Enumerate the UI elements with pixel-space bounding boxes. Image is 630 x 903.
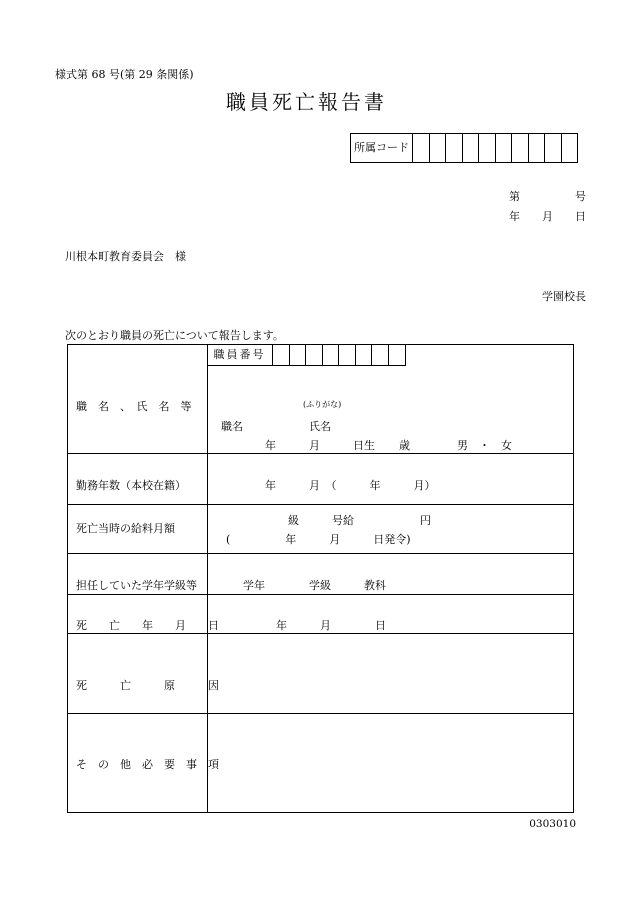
staff-number-cell[interactable]	[323, 344, 340, 365]
name-row-label: 職 名 、 氏 名 等	[76, 400, 192, 413]
cause-row-label: 死 亡 原 因	[76, 679, 219, 692]
addressee: 川根本町教育委員会 様	[65, 250, 186, 263]
position-label: 職名	[221, 420, 243, 433]
staff-number-label: 職員番号	[207, 344, 273, 365]
birth-date-label: 年 月 日生	[265, 439, 375, 452]
code-cell[interactable]	[463, 134, 480, 162]
form-reference: 様式第 68 号(第 29 条関係)	[55, 68, 194, 81]
gender-label: 男 ・ 女	[457, 439, 512, 452]
affiliation-code-label: 所属コード	[351, 134, 413, 162]
column-divider	[207, 344, 208, 813]
document-code: 0303010	[529, 818, 576, 830]
row-divider	[67, 553, 574, 554]
staff-number-grid	[207, 344, 406, 366]
row-divider	[67, 453, 574, 454]
death-date-value: 年 月 日	[276, 619, 386, 632]
sender: 学園校長	[542, 290, 586, 303]
death-date-row-label: 死 亡 年 月 日	[76, 619, 219, 632]
salary-yen: 円	[420, 514, 431, 527]
staff-number-cell[interactable]	[273, 344, 290, 365]
code-cell[interactable]	[446, 134, 463, 162]
staff-number-cell[interactable]	[389, 344, 406, 365]
intro-text: 次のとおり職員の死亡について報告します。	[65, 329, 284, 342]
code-cell[interactable]	[529, 134, 546, 162]
staff-number-cell[interactable]	[339, 344, 356, 365]
code-cell[interactable]	[479, 134, 496, 162]
row-divider	[67, 504, 574, 505]
service-row-label: 勤務年数（本校在籍）	[76, 479, 186, 492]
document-date: 年 月 日	[509, 210, 586, 223]
salary-issue-date: ( 年 月 日発令)	[226, 533, 411, 546]
code-cell[interactable]	[496, 134, 513, 162]
full-name-label: 氏名	[309, 420, 331, 433]
assignment-value: 学年 学級 教科	[243, 579, 386, 592]
row-divider	[67, 633, 574, 634]
staff-number-cell[interactable]	[356, 344, 373, 365]
row-divider	[67, 594, 574, 595]
other-row-label: そ の 他 必 要 事 項	[76, 758, 219, 771]
code-cell[interactable]	[545, 134, 562, 162]
code-cell[interactable]	[562, 134, 578, 162]
assignment-row-label: 担任していた学年学級等	[76, 579, 197, 592]
code-cell[interactable]	[430, 134, 447, 162]
staff-number-cell[interactable]	[372, 344, 389, 365]
code-cell[interactable]	[413, 134, 430, 162]
code-cell[interactable]	[512, 134, 529, 162]
furigana-label: (ふりがな)	[303, 400, 342, 409]
staff-number-cell[interactable]	[290, 344, 307, 365]
page-title: 職員死亡報告書	[226, 90, 387, 114]
service-value: 年 月 （ 年 月）	[265, 479, 436, 492]
salary-row-label: 死亡当時の給料月額	[76, 522, 175, 535]
document-number: 第 号	[509, 190, 586, 203]
salary-grade: 級 号給	[288, 514, 354, 527]
staff-number-cell[interactable]	[306, 344, 323, 365]
affiliation-code-box	[350, 133, 578, 163]
age-label: 歳	[399, 439, 410, 452]
row-divider	[67, 713, 574, 714]
